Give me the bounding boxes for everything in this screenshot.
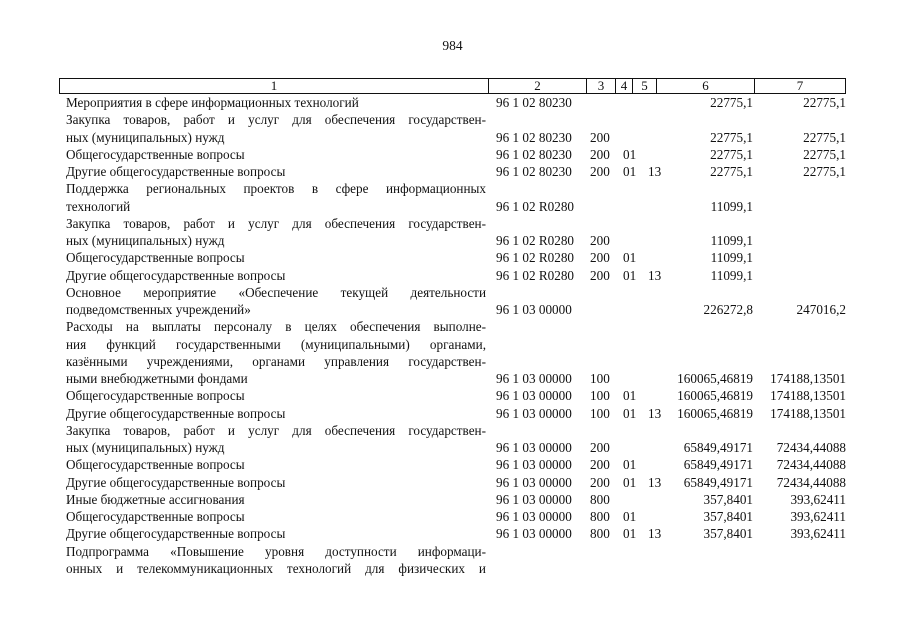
- table-row: [0, 215, 905, 232]
- row-col-6: 11099,1: [710, 250, 753, 266]
- row-name: ных (муниципальных) нужд: [66, 129, 225, 145]
- row-col-4: 01: [623, 474, 637, 490]
- table-row: [0, 198, 905, 215]
- table-row: [0, 560, 905, 577]
- header-col-6: 6: [656, 79, 754, 93]
- row-name: Иные бюджетные ассигнования: [66, 491, 245, 507]
- table-row: [0, 249, 905, 266]
- row-col-7: 22775,1: [803, 146, 846, 162]
- table-row: [0, 525, 905, 542]
- row-col-3: 200: [590, 146, 610, 162]
- row-col-6: 357,8401: [703, 491, 753, 507]
- row-code: 96 1 03 00000: [496, 526, 572, 542]
- row-col-3: 100: [590, 371, 610, 386]
- row-col-7: 393,62411: [790, 491, 846, 507]
- table-row: [0, 180, 905, 197]
- row-name: Другие общегосударственные вопросы: [66, 474, 286, 490]
- row-name: ными внебюджетными фондами: [66, 371, 248, 386]
- row-col-7: 22775,1: [803, 129, 846, 145]
- row-col-6: 357,8401: [703, 526, 753, 542]
- row-name: Подпрограмма «Повышение уровня доступности информаци-: [66, 543, 486, 559]
- row-name: Другие общегосударственные вопросы: [66, 267, 286, 283]
- row-col-6: 22775,1: [710, 95, 753, 110]
- row-code: 96 1 03 00000: [496, 457, 572, 473]
- table-row: [0, 456, 905, 473]
- row-col-3: 200: [590, 164, 610, 179]
- row-name: Закупка товаров, работ и услуг для обеспечения государствен-: [66, 215, 486, 231]
- row-col-3: 200: [590, 129, 610, 145]
- row-col-4: 01: [623, 405, 637, 421]
- header-col-1: 1: [270, 78, 278, 93]
- row-name: Общегосударственные вопросы: [66, 250, 245, 266]
- row-name: Закупка товаров, работ и услуг для обеспечения государствен-: [66, 112, 486, 128]
- row-col-6: 357,8401: [703, 509, 753, 524]
- row-name: Расходы на выплаты персоналу в целях обеспечения выполне-: [66, 319, 486, 335]
- row-code: 96 1 02 80230: [496, 164, 572, 179]
- row-col-7: 174188,13501: [770, 371, 846, 386]
- table-row: [0, 232, 905, 249]
- table-row: [0, 146, 905, 163]
- row-col-7: 247016,2: [796, 302, 846, 317]
- row-col-7: 72434,44088: [776, 474, 846, 490]
- row-col-5: 13: [648, 164, 662, 179]
- table-row: [0, 387, 905, 404]
- header-col-4: 4: [615, 79, 632, 93]
- row-col-3: 200: [590, 440, 610, 455]
- row-name: Закупка товаров, работ и услуг для обеспечения государствен-: [66, 422, 486, 438]
- row-col-6: 65849,49171: [683, 474, 753, 490]
- row-col-7: 72434,44088: [776, 440, 846, 455]
- table-row: [0, 94, 905, 111]
- table-row: [0, 491, 905, 508]
- row-col-6: 22775,1: [710, 146, 753, 162]
- row-col-4: 01: [623, 250, 637, 266]
- row-code: 96 1 02 R0280: [496, 233, 575, 248]
- row-col-4: 01: [623, 509, 637, 524]
- table-row: [0, 439, 905, 456]
- table-row: [0, 284, 905, 301]
- table-row: [0, 508, 905, 525]
- page-number: 984: [442, 38, 463, 53]
- row-col-7: 72434,44088: [776, 457, 846, 473]
- row-code: 96 1 03 00000: [496, 509, 572, 524]
- header-col-2: 2: [488, 79, 586, 93]
- row-col-7: 174188,13501: [770, 388, 846, 404]
- header-col-3: 3: [586, 79, 615, 93]
- table-row: [0, 422, 905, 439]
- header-col-7: 7: [754, 79, 845, 93]
- row-col-3: 200: [590, 250, 610, 266]
- row-name: Общегосударственные вопросы: [66, 509, 245, 524]
- row-code: 96 1 03 00000: [496, 405, 572, 421]
- row-name: подведомственных учреждений»: [66, 302, 251, 317]
- row-code: 96 1 03 00000: [496, 388, 572, 404]
- row-name: онных и телекоммуникационных технологий для физических и: [66, 560, 486, 576]
- table-row: [0, 163, 905, 180]
- row-name: Общегосударственные вопросы: [66, 457, 245, 473]
- table-row: [0, 543, 905, 560]
- row-col-7: 393,62411: [790, 509, 846, 524]
- row-col-5: 13: [648, 405, 662, 421]
- row-code: 96 1 03 00000: [496, 302, 572, 317]
- table-row: [0, 474, 905, 491]
- row-col-6: 160065,46819: [677, 388, 753, 404]
- row-name: Поддержка региональных проектов в сфере информационных: [66, 181, 486, 197]
- row-name: Другие общегосударственные вопросы: [66, 526, 286, 542]
- row-col-6: 11099,1: [710, 233, 753, 248]
- row-name: Общегосударственные вопросы: [66, 388, 245, 404]
- table-row: [0, 336, 905, 353]
- row-code: 96 1 03 00000: [496, 371, 572, 386]
- row-name: Основное мероприятие «Обеспечение текущей деятельности: [66, 284, 486, 300]
- row-code: 96 1 02 R0280: [496, 198, 575, 214]
- table-row: [0, 353, 905, 370]
- row-name: казёнными учреждениями, органами управления государствен-: [66, 353, 486, 369]
- row-col-3: 200: [590, 457, 610, 473]
- row-col-5: 13: [648, 474, 662, 490]
- row-col-7: 22775,1: [803, 164, 846, 179]
- row-col-4: 01: [623, 457, 637, 473]
- table-row: [0, 129, 905, 146]
- row-col-4: 01: [623, 267, 637, 283]
- row-col-3: 200: [590, 474, 610, 490]
- row-col-6: 226272,8: [703, 302, 753, 317]
- row-col-7: 393,62411: [790, 526, 846, 542]
- row-col-6: 22775,1: [710, 129, 753, 145]
- row-col-3: 100: [590, 388, 610, 404]
- row-code: 96 1 02 80230: [496, 146, 572, 162]
- row-col-6: 160065,46819: [677, 405, 753, 421]
- row-col-4: 01: [623, 388, 637, 404]
- row-col-6: 11099,1: [710, 198, 753, 214]
- row-col-6: 11099,1: [710, 267, 753, 283]
- row-col-3: 200: [590, 233, 610, 248]
- row-col-6: 65849,49171: [683, 457, 753, 473]
- row-code: 96 1 03 00000: [496, 491, 572, 507]
- row-col-7: 22775,1: [803, 95, 846, 110]
- table-header: [59, 78, 846, 94]
- row-col-3: 100: [590, 405, 610, 421]
- row-col-3: 200: [590, 267, 610, 283]
- table-body: [0, 94, 905, 577]
- row-code: 96 1 02 80230: [496, 129, 572, 145]
- row-col-7: 174188,13501: [770, 405, 846, 421]
- table-row: [0, 111, 905, 128]
- table-row: [0, 301, 905, 318]
- row-col-3: 800: [590, 526, 610, 542]
- row-col-5: 13: [648, 267, 662, 283]
- row-code: 96 1 03 00000: [496, 440, 572, 455]
- row-col-3: 800: [590, 491, 610, 507]
- row-col-6: 160065,46819: [677, 371, 753, 386]
- row-name: Другие общегосударственные вопросы: [66, 405, 286, 421]
- row-col-5: 13: [648, 526, 662, 542]
- row-col-4: 01: [623, 526, 637, 542]
- table-row: [0, 318, 905, 335]
- row-col-6: 65849,49171: [683, 440, 753, 455]
- row-name: Мероприятия в сфере информационных технологий: [66, 95, 359, 110]
- row-name: ных (муниципальных) нужд: [66, 440, 225, 455]
- row-name: Другие общегосударственные вопросы: [66, 164, 286, 179]
- row-col-6: 22775,1: [710, 164, 753, 179]
- table-row: [0, 405, 905, 422]
- table-row: [0, 370, 905, 387]
- table-row: [0, 267, 905, 284]
- row-name: Общегосударственные вопросы: [66, 146, 245, 162]
- header-col-5: 5: [632, 79, 656, 93]
- row-code: 96 1 02 80230: [496, 95, 572, 110]
- row-code: 96 1 02 R0280: [496, 267, 575, 283]
- row-name: ных (муниципальных) нужд: [66, 233, 225, 248]
- row-code: 96 1 03 00000: [496, 474, 572, 490]
- row-col-3: 800: [590, 509, 610, 524]
- row-code: 96 1 02 R0280: [496, 250, 575, 266]
- row-name: технологий: [66, 198, 131, 214]
- row-col-4: 01: [623, 164, 637, 179]
- row-col-4: 01: [623, 146, 637, 162]
- row-name: ния функций государственными (муниципальными) органами,: [66, 336, 486, 352]
